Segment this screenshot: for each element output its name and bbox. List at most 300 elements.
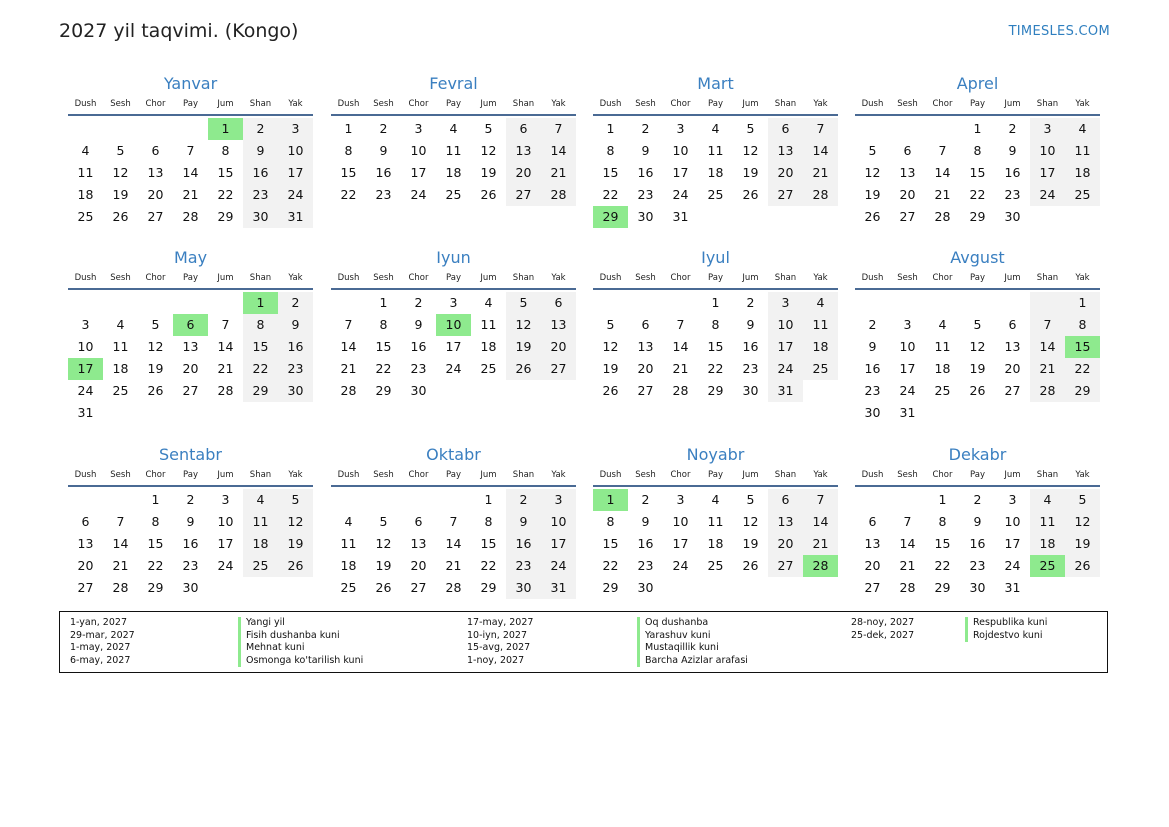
day-cell: 12 [480, 143, 497, 158]
day-cell: 17 [1004, 536, 1021, 551]
day-grid [855, 489, 1100, 599]
month-divider [68, 114, 313, 116]
weekday-label: Pay [970, 99, 985, 109]
day-cell: 19 [742, 536, 759, 551]
day-cell: 1 [606, 121, 615, 136]
day-cell: 9 [278, 314, 313, 336]
holiday-name: Oq dushanba [637, 617, 748, 630]
day-cell: 18 [707, 165, 724, 180]
day-cell: 23 [506, 555, 541, 577]
day-cell: 11 [707, 514, 724, 529]
holiday-dates-col2 [467, 617, 533, 667]
weekday-label: Chor [408, 99, 429, 109]
weekday-label: Sesh [110, 99, 131, 109]
day-cell: 3 [221, 492, 230, 507]
weekday-label: Chor [145, 273, 166, 283]
day-cell: 28 [445, 580, 462, 595]
day-cell: 9 [868, 339, 877, 354]
day-cell: 11 [480, 317, 497, 332]
day-cell: 3 [541, 489, 576, 511]
day-cell: 31 [899, 405, 916, 420]
day-cell: 11 [340, 536, 357, 551]
day-cell: 5 [484, 121, 493, 136]
day-cell: 21 [182, 187, 199, 202]
day-cell: 13 [182, 339, 199, 354]
day-cell: 5 [868, 143, 877, 158]
day-cell: 6 [414, 514, 423, 529]
day-cell: 24 [1030, 184, 1065, 206]
day-cell: 29 [602, 580, 619, 595]
day-cell: 17 [541, 533, 576, 555]
weekday-label: Sesh [373, 273, 394, 283]
day-cell: 27 [1004, 383, 1021, 398]
holiday-name: Rojdestvo kuni [965, 630, 1047, 643]
day-cell: 3 [1008, 492, 1017, 507]
day-cell: 7 [344, 317, 353, 332]
day-cell: 8 [973, 143, 982, 158]
weekday-label: Yak [551, 273, 566, 283]
day-cell: 21 [672, 361, 689, 376]
weekday-label: Shan [774, 99, 797, 109]
day-cell: 30 [182, 580, 199, 595]
day-cell: 1 [938, 492, 947, 507]
day-cell: 5 [278, 489, 313, 511]
month-title: Fevral [429, 74, 478, 93]
day-cell: 3 [414, 121, 423, 136]
day-cell: 12 [506, 314, 541, 336]
holiday-names-col3 [965, 617, 1047, 642]
day-cell: 12 [742, 514, 759, 529]
month-aprel [855, 73, 1100, 228]
day-cell: 17 [1030, 162, 1065, 184]
weekday-label: Dush [74, 99, 97, 109]
day-cell: 30 [637, 580, 654, 595]
day-cell: 24 [217, 558, 234, 573]
day-cell: 2 [506, 489, 541, 511]
day-cell: 14 [1030, 336, 1065, 358]
weekday-label: Sesh [373, 470, 394, 480]
day-cell: 15 [602, 165, 619, 180]
day-cell: 5 [973, 317, 982, 332]
day-cell: 11 [803, 314, 838, 336]
day-cell: 12 [147, 339, 164, 354]
day-cell: 20 [182, 361, 199, 376]
day-cell: 24 [768, 358, 803, 380]
day-cell: 6 [868, 514, 877, 529]
day-cell: 3 [768, 292, 803, 314]
day-cell: 31 [1004, 580, 1021, 595]
day-cell: 20 [77, 558, 94, 573]
day-cell: 27 [899, 209, 916, 224]
day-cell: 30 [864, 405, 881, 420]
day-cell: 9 [186, 514, 195, 529]
day-cell: 23 [637, 187, 654, 202]
day-cell: 18 [243, 533, 278, 555]
weekday-label: Sesh [897, 470, 918, 480]
day-cell: 26 [1065, 555, 1100, 577]
day-cell: 16 [864, 361, 881, 376]
day-cell: 19 [742, 165, 759, 180]
day-cell: 11 [243, 511, 278, 533]
day-cell: 2 [414, 295, 423, 310]
day-cell: 10 [278, 140, 313, 162]
day-cell: 17 [672, 165, 689, 180]
month-divider [855, 114, 1100, 116]
day-cell: 8 [606, 143, 615, 158]
day-cell: 12 [969, 339, 986, 354]
day-cell: 5 [1065, 489, 1100, 511]
empty-cell [103, 118, 138, 140]
weekday-label: Jum [217, 99, 234, 109]
day-cell: 4 [711, 492, 720, 507]
weekday-label: Yak [813, 470, 828, 480]
day-cell: 10 [768, 314, 803, 336]
empty-cell [890, 489, 925, 511]
day-cell: 10 [410, 143, 427, 158]
day-cell: 27 [768, 184, 803, 206]
day-cell: 13 [77, 536, 94, 551]
day-cell: 31 [541, 577, 576, 599]
day-cell: 3 [449, 295, 458, 310]
day-cell: 15 [480, 536, 497, 551]
day-cell: 16 [506, 533, 541, 555]
empty-cell [925, 118, 960, 140]
day-cell: 17 [217, 536, 234, 551]
day-cell: 6 [768, 118, 803, 140]
day-cell: 22 [147, 558, 164, 573]
day-cell: 7 [1030, 314, 1065, 336]
holiday-date: 25-dek, 2027 [851, 629, 915, 641]
day-cell: 11 [1030, 511, 1065, 533]
empty-cell [855, 118, 890, 140]
empty-cell [436, 489, 471, 511]
holiday-date: 10-iyn, 2027 [467, 629, 528, 641]
day-cell: 23 [864, 383, 881, 398]
holiday-day-cell: 29 [593, 206, 628, 228]
holiday-date: 15-avg, 2027 [467, 642, 531, 654]
weekday-label: Chor [670, 99, 691, 109]
day-cell: 10 [672, 514, 689, 529]
empty-cell [68, 118, 103, 140]
day-cell: 24 [445, 361, 462, 376]
day-cell: 26 [742, 187, 759, 202]
day-cell: 29 [217, 209, 234, 224]
day-cell: 9 [243, 140, 278, 162]
day-cell: 22 [934, 558, 951, 573]
day-cell: 7 [803, 118, 838, 140]
day-cell: 4 [1065, 118, 1100, 140]
day-cell: 12 [742, 143, 759, 158]
day-cell: 29 [969, 209, 986, 224]
weekday-label: Chor [932, 273, 953, 283]
weekday-label: Dush [337, 273, 360, 283]
weekday-label: Yak [1075, 273, 1090, 283]
day-cell: 1 [344, 121, 353, 136]
weekday-label: Yak [1075, 470, 1090, 480]
day-cell: 2 [868, 317, 877, 332]
day-cell: 23 [969, 558, 986, 573]
month-title: May [173, 248, 208, 267]
day-cell: 7 [116, 514, 125, 529]
month-fevral [331, 73, 576, 206]
weekday-label: Pay [970, 273, 985, 283]
day-cell: 15 [602, 536, 619, 551]
day-grid [593, 292, 838, 402]
day-cell: 6 [81, 514, 90, 529]
day-cell: 12 [375, 536, 392, 551]
day-cell: 13 [147, 165, 164, 180]
day-cell: 6 [541, 292, 576, 314]
day-cell: 22 [707, 361, 724, 376]
day-grid [68, 118, 313, 228]
weekday-label: Shan [249, 99, 272, 109]
day-cell: 18 [112, 361, 129, 376]
day-cell: 6 [903, 143, 912, 158]
day-cell: 20 [768, 162, 803, 184]
day-cell: 19 [147, 361, 164, 376]
day-cell: 18 [77, 187, 94, 202]
day-cell: 22 [340, 187, 357, 202]
weekday-label: Dush [74, 273, 97, 283]
empty-cell [366, 489, 401, 511]
day-cell: 25 [243, 555, 278, 577]
weekday-label: Jum [480, 273, 497, 283]
empty-cell [331, 292, 366, 314]
weekday-label: Sesh [635, 273, 656, 283]
day-cell: 23 [278, 358, 313, 380]
day-cell: 1 [1065, 292, 1100, 314]
weekday-label: Jum [1004, 273, 1021, 283]
day-cell: 28 [1030, 380, 1065, 402]
holiday-day-cell: 25 [1030, 555, 1065, 577]
weekday-label: Chor [670, 273, 691, 283]
day-cell: 27 [768, 555, 803, 577]
day-cell: 23 [243, 184, 278, 206]
day-cell: 14 [340, 339, 357, 354]
month-title: Iyun [436, 248, 471, 267]
empty-cell [103, 292, 138, 314]
month-divider [855, 485, 1100, 487]
month-divider [593, 114, 838, 116]
day-cell: 8 [344, 143, 353, 158]
empty-cell [103, 489, 138, 511]
day-cell: 16 [969, 536, 986, 551]
day-cell: 25 [480, 361, 497, 376]
day-cell: 9 [1008, 143, 1017, 158]
holiday-dates-col3 [851, 617, 914, 642]
weekday-label: Dush [74, 470, 97, 480]
day-cell: 5 [746, 492, 755, 507]
weekday-label: Pay [446, 99, 461, 109]
empty-cell [855, 489, 890, 511]
month-title: Dekabr [948, 445, 1007, 464]
day-cell: 15 [147, 536, 164, 551]
day-cell: 12 [1065, 511, 1100, 533]
weekday-label: Dush [861, 99, 884, 109]
day-cell: 27 [506, 184, 541, 206]
day-cell: 22 [217, 187, 234, 202]
day-cell: 10 [1004, 514, 1021, 529]
weekday-label: Pay [708, 470, 723, 480]
day-cell: 2 [243, 118, 278, 140]
day-cell: 13 [899, 165, 916, 180]
day-cell: 26 [112, 209, 129, 224]
day-cell: 29 [480, 580, 497, 595]
day-cell: 11 [934, 339, 951, 354]
weekday-label: Chor [408, 470, 429, 480]
weekday-label: Chor [670, 470, 691, 480]
weekday-label: Chor [145, 99, 166, 109]
day-cell: 7 [676, 317, 685, 332]
day-cell: 17 [410, 165, 427, 180]
day-cell: 26 [602, 383, 619, 398]
day-cell: 17 [672, 536, 689, 551]
day-cell: 24 [672, 187, 689, 202]
day-cell: 5 [506, 292, 541, 314]
day-cell: 2 [641, 492, 650, 507]
month-yanvar [68, 73, 313, 228]
day-cell: 4 [344, 514, 353, 529]
holiday-day-cell: 17 [68, 358, 103, 380]
day-cell: 10 [672, 143, 689, 158]
empty-cell [890, 292, 925, 314]
day-cell: 25 [77, 209, 94, 224]
weekday-header [68, 270, 313, 286]
day-cell: 18 [707, 536, 724, 551]
weekday-label: Pay [446, 470, 461, 480]
day-cell: 20 [899, 187, 916, 202]
day-cell: 20 [1004, 361, 1021, 376]
day-cell: 1 [711, 295, 720, 310]
day-cell: 11 [445, 143, 462, 158]
weekday-header [331, 467, 576, 483]
holiday-name: Mehnat kuni [238, 642, 363, 655]
day-cell: 10 [899, 339, 916, 354]
day-cell: 8 [151, 514, 160, 529]
month-divider [68, 485, 313, 487]
day-cell: 25 [112, 383, 129, 398]
holiday-name: Barcha Azizlar arafasi [637, 655, 748, 668]
empty-cell [138, 118, 173, 140]
day-cell: 10 [541, 511, 576, 533]
weekday-label: Jum [480, 470, 497, 480]
day-cell: 26 [278, 555, 313, 577]
weekday-label: Chor [145, 470, 166, 480]
day-cell: 28 [899, 580, 916, 595]
weekday-label: Shan [1036, 273, 1059, 283]
day-cell: 24 [77, 383, 94, 398]
day-cell: 19 [969, 361, 986, 376]
day-cell: 13 [768, 140, 803, 162]
weekday-header [855, 467, 1100, 483]
day-cell: 18 [934, 361, 951, 376]
day-cell: 28 [803, 184, 838, 206]
day-cell: 9 [506, 511, 541, 533]
day-cell: 27 [541, 358, 576, 380]
holiday-day-cell: 1 [243, 292, 278, 314]
day-cell: 30 [506, 577, 541, 599]
day-cell: 24 [1004, 558, 1021, 573]
day-cell: 14 [803, 511, 838, 533]
month-title: Iyul [701, 248, 730, 267]
empty-cell [925, 292, 960, 314]
month-title: Avgust [950, 248, 1005, 267]
day-cell: 30 [1004, 209, 1021, 224]
day-cell: 16 [637, 165, 654, 180]
day-cell: 14 [445, 536, 462, 551]
day-cell: 16 [243, 162, 278, 184]
day-cell: 29 [147, 580, 164, 595]
day-cell: 20 [768, 533, 803, 555]
holiday-date: 1-may, 2027 [70, 642, 131, 654]
day-cell: 19 [112, 187, 129, 202]
weekday-label: Chor [932, 99, 953, 109]
day-cell: 7 [803, 489, 838, 511]
day-cell: 21 [934, 187, 951, 202]
day-cell: 24 [278, 184, 313, 206]
day-cell: 7 [186, 143, 195, 158]
day-cell: 26 [147, 383, 164, 398]
day-cell: 4 [243, 489, 278, 511]
day-cell: 8 [243, 314, 278, 336]
holiday-name: Mustaqillik kuni [637, 642, 748, 655]
day-cell: 14 [803, 140, 838, 162]
day-cell: 12 [112, 165, 129, 180]
day-cell: 30 [742, 383, 759, 398]
day-cell: 29 [243, 380, 278, 402]
day-cell: 17 [445, 339, 462, 354]
day-cell: 30 [637, 209, 654, 224]
month-divider [331, 114, 576, 116]
day-cell: 31 [77, 405, 94, 420]
weekday-label: Jum [217, 273, 234, 283]
weekday-header [331, 270, 576, 286]
day-grid [68, 489, 313, 599]
day-cell: 22 [480, 558, 497, 573]
day-grid [331, 118, 576, 206]
month-title: Yanvar [163, 74, 218, 93]
day-cell: 20 [506, 162, 541, 184]
day-cell: 31 [672, 209, 689, 224]
day-cell: 10 [77, 339, 94, 354]
empty-cell [173, 292, 208, 314]
month-sentabr [68, 444, 313, 599]
month-dekabr [855, 444, 1100, 599]
weekday-label: Dush [861, 273, 884, 283]
holiday-day-cell: 10 [436, 314, 471, 336]
weekday-label: Yak [551, 99, 566, 109]
day-cell: 5 [379, 514, 388, 529]
day-cell: 22 [602, 187, 619, 202]
month-divider [68, 288, 313, 290]
month-title: Noyabr [686, 445, 745, 464]
day-cell: 14 [112, 536, 129, 551]
day-cell: 2 [973, 492, 982, 507]
weekday-label: Shan [512, 99, 535, 109]
day-cell: 19 [278, 533, 313, 555]
empty-cell [208, 292, 243, 314]
day-cell: 10 [1030, 140, 1065, 162]
day-cell: 4 [1030, 489, 1065, 511]
day-cell: 27 [637, 383, 654, 398]
site-link[interactable]: TIMESLES.COM [1008, 24, 1110, 39]
day-cell: 16 [637, 536, 654, 551]
weekday-label: Shan [249, 273, 272, 283]
day-cell: 3 [676, 492, 685, 507]
day-cell: 18 [803, 336, 838, 358]
weekday-label: Yak [813, 273, 828, 283]
empty-cell [68, 489, 103, 511]
